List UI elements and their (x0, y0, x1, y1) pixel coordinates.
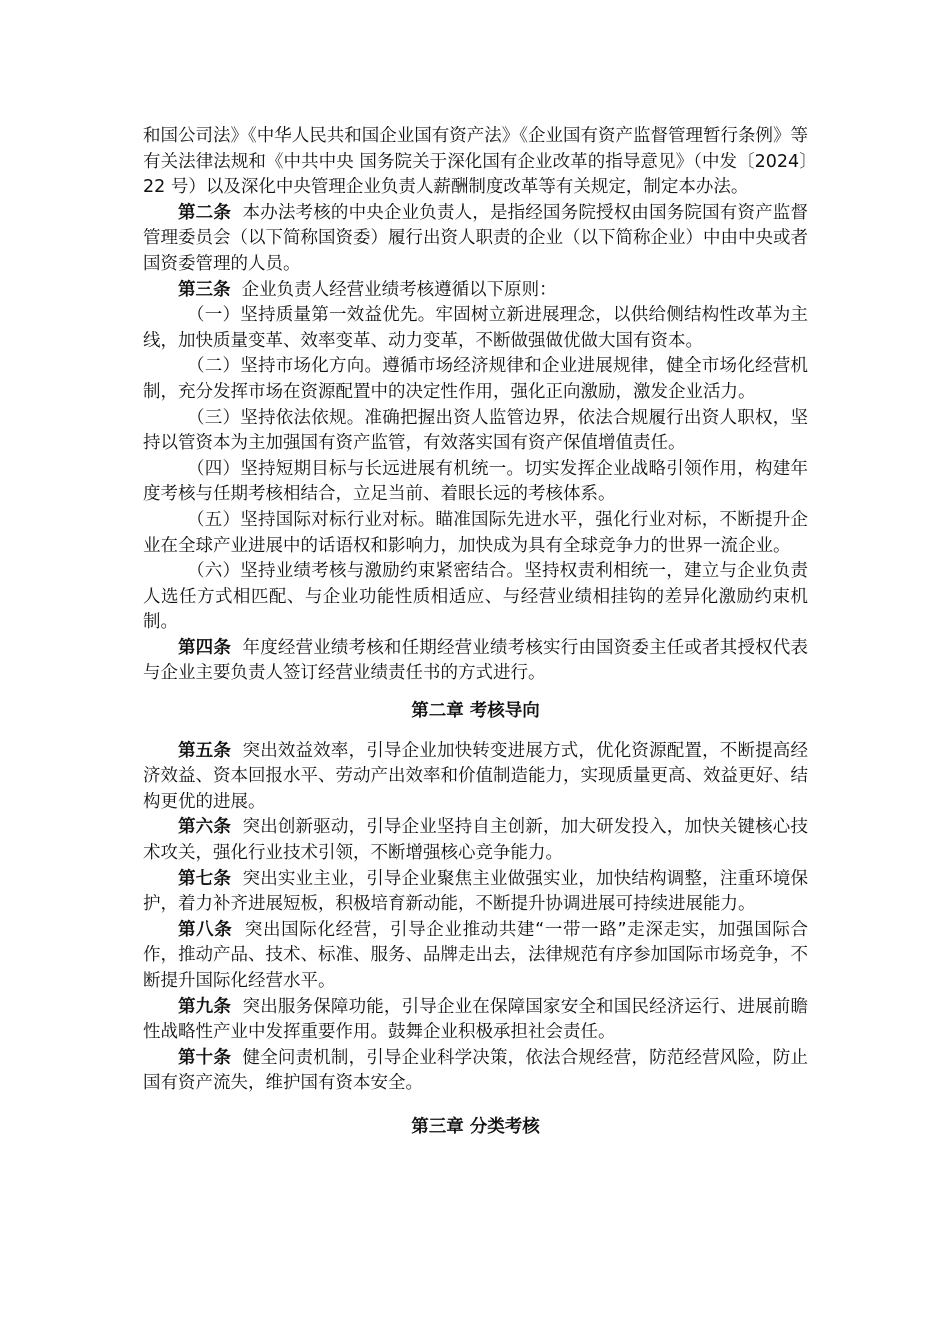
article-text: 年度经营业绩考核和任期经营业绩考核实行由国资委主任或者其授权代表与企业主要负责人签订经营业绩责任书的方式进行。 (143, 637, 808, 684)
chapter-heading: 第二章 考核导向 (411, 701, 540, 722)
article-label: 第五条 (178, 740, 232, 761)
article-3 (143, 278, 808, 304)
article-text: 健全问责机制，引导企业科学决策，依法合规经营，防范经营风险，防止国有资产流失，维护国有资本安全。 (143, 1047, 808, 1094)
principle-3: （三）坚持依法依规。准确把握出资人监管边界，依法合规履行出资人职权，坚持以管资本为主加强国有资产监管，有效落实国有资产保值增值责任。 (143, 407, 808, 454)
principle-6: （六）坚持业绩考核与激励约束紧密结合。坚持权责利相统一，建立与企业负责人选任方式相匹配、与企业功能性质相适应、与经营业绩相挂钩的差异化激励约束机制。 (143, 561, 808, 633)
article-label: 第七条 (178, 868, 232, 889)
article-4 (143, 636, 808, 687)
article-label: 第六条 (178, 817, 232, 838)
article-text: 本办法考核的中央企业负责人，是指经国务院授权由国务院国有资产监督管理委员会（以下简称国资委）履行出资人职责的企业（以下简称企业）中由中央或者国资委管理的人员。 (143, 202, 808, 274)
document-body (143, 124, 808, 1141)
article-2 (143, 201, 808, 278)
article-text: 突出服务保障功能，引导企业在保障国家安全和国民经济运行、进展前瞻性战略性产业中发挥重要作用。鼓舞企业积极承担社会责任。 (143, 996, 808, 1043)
article-label: 第十条 (178, 1047, 232, 1068)
principle-5: （五）坚持国际对标行业对标。瞄准国际先进水平，强化行业对标，不断提升企业在全球产业进展中的话语权和影响力，加快成为具有全球竞争力的世界一流企业。 (143, 509, 808, 556)
article-label: 第九条 (178, 996, 232, 1017)
principle-2: （二）坚持市场化方向。遵循市场经济规律和企业进展规律，健全市场化经营机制，充分发挥市场在资源配置中的决定性作用，强化正向激励，激发企业活力。 (143, 356, 808, 402)
article-10 (143, 1046, 808, 1097)
chapter-heading: 第三章 分类考核 (411, 1116, 540, 1137)
article-label: 第八条 (178, 919, 233, 940)
principle-4: （四）坚持短期目标与长远进展有机统一。切实发挥企业战略引领作用，构建年度考核与任期考核相结合，立足当前、着眼长远的考核体系。 (143, 458, 808, 505)
article-5 (143, 739, 808, 816)
principle-1: （一）坚持质量第一效益优先。牢固树立新进展理念，以供给侧结构性改革为主线，加快质量变革、效率变革、动力变革，不断做强做优做大国有资本。 (143, 305, 808, 351)
article-text: 突出实业主业，引导企业聚焦主业做强实业，加快结构调整，注重环境保护，着力补齐进展短板，积极培育新动能，不断提升协调进展可持续进展能力。 (143, 868, 808, 915)
article-label: 第三条 (178, 279, 231, 300)
article-8 (143, 918, 808, 995)
article-text: 突出创新驱动，引导企业坚持自主创新，加大研发投入，加快关键核心技术攻关，强化行业技术引领，不断增强核心竞争能力。 (143, 817, 808, 864)
article-7 (143, 867, 808, 918)
article-label: 第二条 (178, 202, 232, 223)
article-text: 突出效益效率，引导企业加快转变进展方式，优化资源配置，不断提高经济效益、资本回报水平、劳动产出效率和价值制造能力，实现质量更高、效益更好、结构更优的进展。 (143, 740, 808, 812)
paragraph-intro-continuation: 和国公司法》《中华人民共和国企业国有资产法》《企业国有资产监督管理暂行条例》等有关法律法规和《中共中央 国务院关于深化国有企业改革的指导意见》（中发〔2024〕22 号）以及深化中央管理企业负责人薪酬制度改革等有关规定，制定本办法。 (143, 126, 808, 198)
article-6 (143, 815, 808, 866)
article-text: 企业负责人经营业绩考核遵循以下原则： (241, 279, 557, 300)
article-text: 突出国际化经营，引导企业推动共建“一带一路”走深走实，加强国际合作，推动产品、技术、标准、服务、品牌走出去，法律规范有序参加国际市场竞争，不断提升国际化经营水平。 (143, 919, 808, 991)
article-label: 第四条 (178, 637, 232, 658)
article-9 (143, 995, 808, 1046)
